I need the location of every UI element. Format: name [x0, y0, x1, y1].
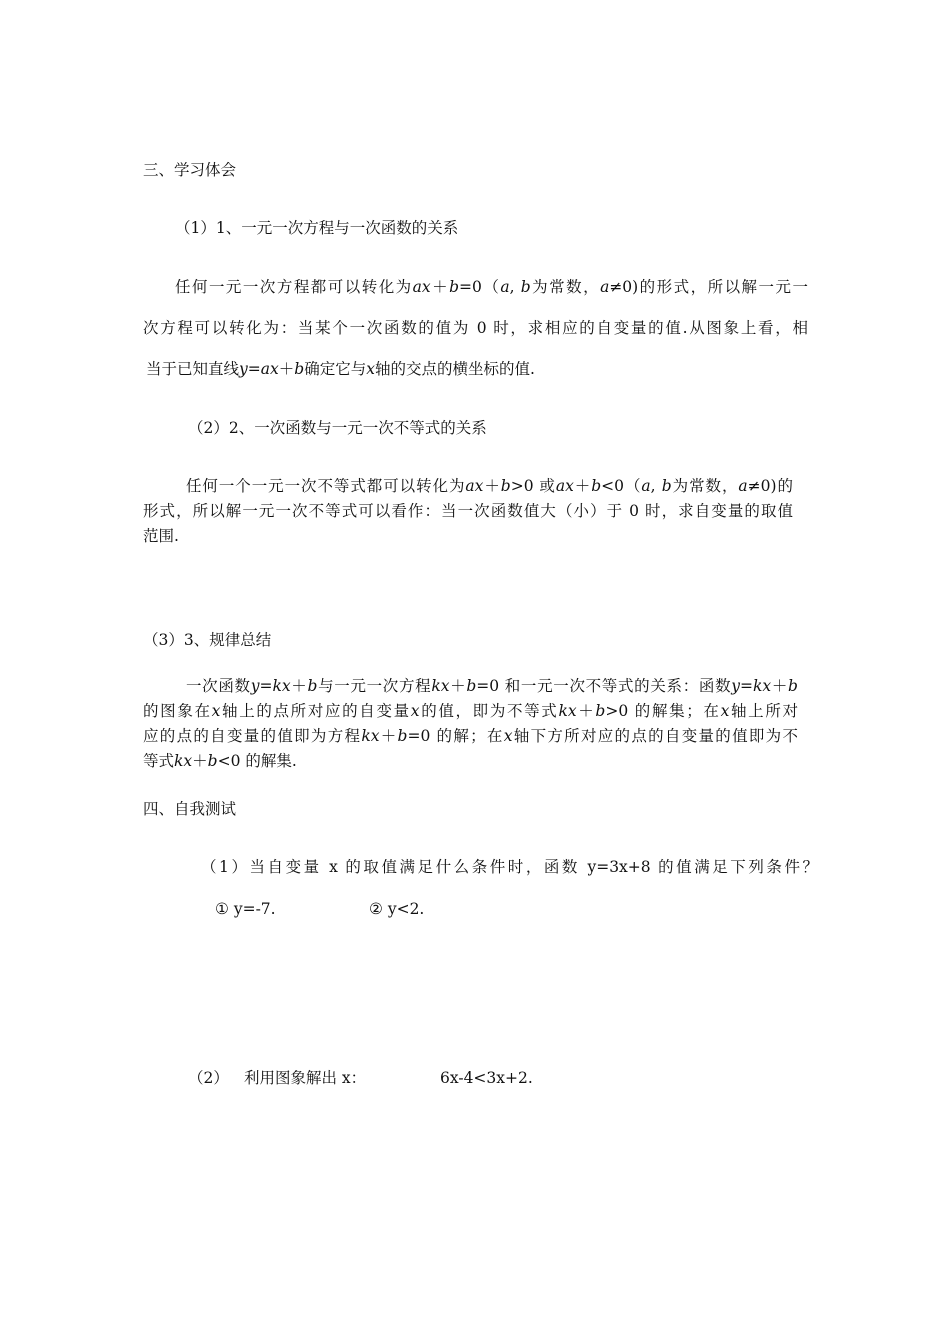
item3-line2: 的图象在x轴上的点所对应的自变量x的值，即为不等式kx＋b>0 的解集；在x轴上所对: [143, 702, 798, 720]
question-1-option-1: ① y=-7.: [215, 900, 276, 918]
item3-line3: 应的点的自变量的值即为方程kx＋b=0 的解；在x轴下方所对应的点的自变量的值即为不: [143, 727, 798, 745]
item2-title: （2）2、一次函数与一元一次不等式的关系: [188, 419, 487, 437]
item2-line3: 范围.: [143, 527, 179, 545]
question-2-text: 利用图象解出 x：: [244, 1069, 367, 1087]
section-heading-4: 四、自我测试: [143, 800, 237, 818]
item1-title: （1）1、一元一次方程与一次函数的关系: [175, 219, 459, 237]
section-heading-3: 三、学习体会: [143, 161, 237, 179]
question-2-number: （2）: [188, 1069, 229, 1087]
item2-line1: 任何一个一元一次不等式都可以转化为ax＋b>0 或ax＋b<0（a, b为常数，a≠0)的: [186, 477, 793, 495]
question-2-expression: 6x-4<3x+2.: [440, 1069, 533, 1087]
item3-line4: 等式kx＋b<0 的解集.: [143, 752, 297, 770]
question-1: （1）当自变量 x 的取值满足什么条件时，函数 y=3x+8 的值满足下列条件？: [201, 858, 818, 876]
item3-title: （3）3、规律总结: [143, 631, 272, 649]
item1-line2: 次方程可以转化为：当某个一次函数的值为 0 时，求相应的自变量的值.从图象上看，相: [143, 319, 808, 337]
item2-line2: 形式，所以解一元一次不等式可以看作：当一次函数值大（小）于 0 时，求自变量的取值: [143, 502, 793, 520]
question-1-option-2: ② y<2.: [369, 900, 425, 918]
item3-line1: 一次函数y=kx＋b与一元一次方程kx＋b=0 和一元一次不等式的关系：函数y=kx＋b: [186, 677, 798, 695]
item1-line1: 任何一元一次方程都可以转化为ax＋b=0（a, b为常数，a≠0)的形式，所以解一元一: [175, 278, 808, 296]
item1-line3: 当于已知直线y=ax＋b确定它与x轴的交点的横坐标的值.: [146, 360, 535, 378]
